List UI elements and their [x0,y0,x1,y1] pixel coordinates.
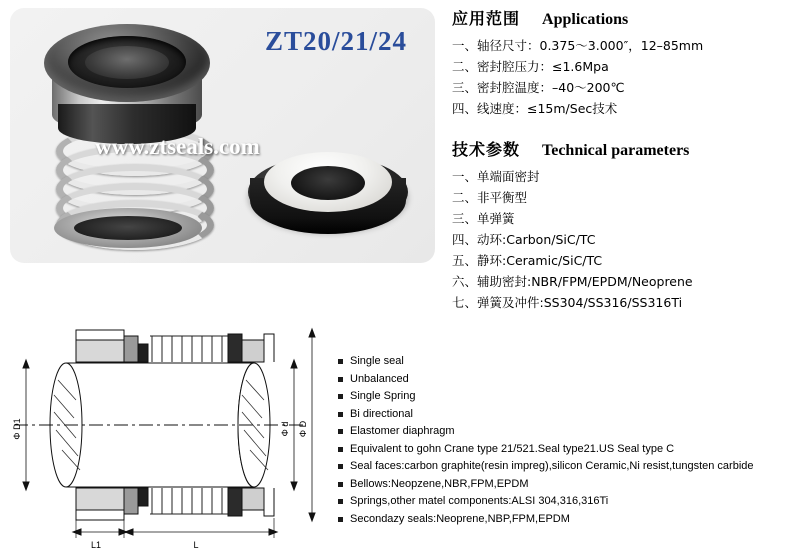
list-item: Springs,other matel components:ALSI 304,316,316Ti [338,493,798,511]
spring-retainer-bore [74,216,182,240]
technical-heading-cn: 技术参数 [452,140,521,159]
features-list [338,353,798,528]
list-item: 五、静环:Ceramic/SiC/TC [452,253,603,268]
list-item: 六、辅助密封:NBR/FPM/EPDM/Neoprene [452,274,693,289]
applications-heading [452,6,796,29]
product-photo-panel [10,8,435,263]
cross-section-svg [6,300,336,550]
list-item: 二、非平衡型 [452,190,528,205]
applications-list [452,35,796,119]
technical-heading [452,137,796,160]
list-item: Single Spring [338,388,798,406]
list-item: Single seal [338,353,798,371]
list-item: 四、线速度：≤15m/Sec技术 [452,101,618,116]
applications-heading-cn: 应用范围 [452,9,521,28]
watermark-url: www.ztseals.com [95,134,260,159]
rotary-ring-face [85,46,169,79]
list-item: 三、密封腔温度：–40～200℃ [452,80,625,95]
list-item: Secondazy seals:Neoprene,NBP,FPM,EPDM [338,511,798,529]
stationary-seat-illustration [248,148,408,240]
technical-heading-en: Technical parameters [542,142,690,159]
list-item: Unbalanced [338,371,798,389]
model-title: ZT20/21/24 [264,26,407,56]
list-item: Equivalent to gohn Crane type 21/521.Seal type21.US Seal type C [338,441,798,459]
dim-label-phi-d1: Φ D1 [12,418,22,440]
list-item: 二、密封腔压力：≤1.6Mpa [452,59,609,74]
list-item: 一、单端面密封 [452,169,540,184]
dim-label-phi-d: Φ D [298,420,308,438]
dim-label-l1: L1 [90,540,102,550]
seat-bore [291,166,365,200]
cross-section-drawing [6,300,336,550]
dim-label-phi-d-small: Φ d [280,421,290,437]
list-item: Seal faces:carbon graphite(resin impreg),silicon Ceramic,Ni resist,tungsten carbide [338,458,798,476]
applications-heading-en: Applications [542,11,629,28]
specifications-column [452,6,796,327]
dim-label-l: L [193,540,199,550]
list-item: Bi directional [338,406,798,424]
list-item: 一、轴径尺寸：0.375～3.000″，12–85mm [452,38,704,53]
list-item: 四、动环:Carbon/SiC/TC [452,232,596,247]
list-item: 七、弹簧及冲件:SS304/SS316/SS316Ti [452,295,683,310]
list-item: Bellows:Neopzene,NBR,FPM,EPDM [338,476,798,494]
list-item: Elastomer diaphragm [338,423,798,441]
technical-list [452,166,796,313]
list-item: 三、单弹簧 [452,211,515,226]
